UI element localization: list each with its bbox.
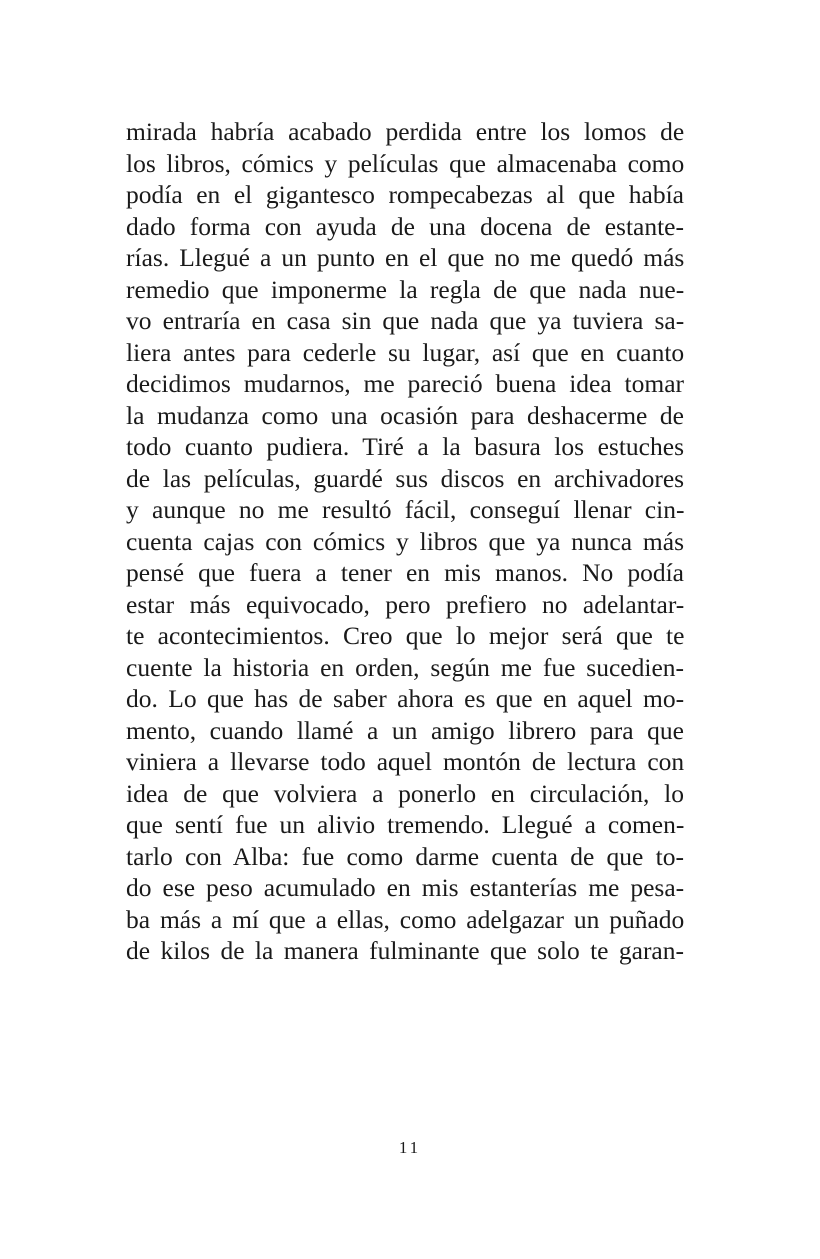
text-line: liera antes para cederle su lugar, así que en cuanto — [126, 337, 685, 367]
text-line: do ese peso acumulado en mis estanterías me pesa- — [126, 873, 685, 902]
text-line: podía en el gigantesco rompecabezas al que había — [126, 180, 684, 209]
text-line: mirada habría acabado perdida entre los lomos de — [126, 117, 685, 146]
text-line: vo entraría en casa sin que nada que ya tuviera sa- — [126, 306, 685, 335]
text-line: rías. Llegué a un punto en el que no me quedó más — [126, 243, 685, 272]
text-line: te acontecimientos. Creo que lo mejor será que te — [126, 621, 685, 650]
text-line: tarlo con Alba: fue como darme cuenta de que to- — [126, 841, 684, 871]
text-line: ba más a mí que a ellas, como adelgazar un puñado — [126, 904, 685, 934]
text-line: do. Lo que has de saber ahora es que en aquel mo- — [126, 684, 685, 713]
text-line: de kilos de la manera fulminante que solo te garan- — [126, 936, 684, 965]
text-line: idea de que volviera a ponerlo en circulación, lo — [126, 778, 684, 808]
body-text — [126, 116, 684, 967]
text-line: que sentí fue un alivio tremendo. Llegué a comen- — [126, 810, 685, 839]
text-line: viniera a llevarse todo aquel montón de lectura con — [126, 747, 685, 776]
text-line: la mudanza como una ocasión para deshacerme de — [126, 400, 684, 430]
text-line: decidimos mudarnos, me pareció buena idea tomar — [126, 369, 685, 398]
text-line: los libros, cómics y películas que almacenaba como — [126, 148, 685, 178]
text-line: mento, cuando llamé a un amigo librero para que — [126, 715, 684, 745]
text-line: cuenta cajas con cómics y libros que ya nunca más — [126, 526, 684, 556]
text-line: remedio que imponerme la regla de que nada nue- — [126, 274, 685, 304]
text-line: de las películas, guardé sus discos en archivadores — [126, 463, 685, 493]
text-line: y aunque no me resultó fácil, conseguí llenar cin- — [126, 495, 685, 524]
text-line: cuente la historia en orden, según me fue sucedien- — [126, 652, 684, 682]
page-number: 11 — [398, 1138, 422, 1157]
text-line: dado forma con ayuda de una docena de estante- — [126, 211, 684, 241]
text-line: todo cuanto pudiera. Tiré a la basura los estuches — [126, 432, 684, 461]
text-line: pensé que fuera a tener en mis manos. No podía — [126, 558, 684, 587]
text-line: estar más equivocado, pero prefiero no adelantar- — [126, 589, 685, 619]
